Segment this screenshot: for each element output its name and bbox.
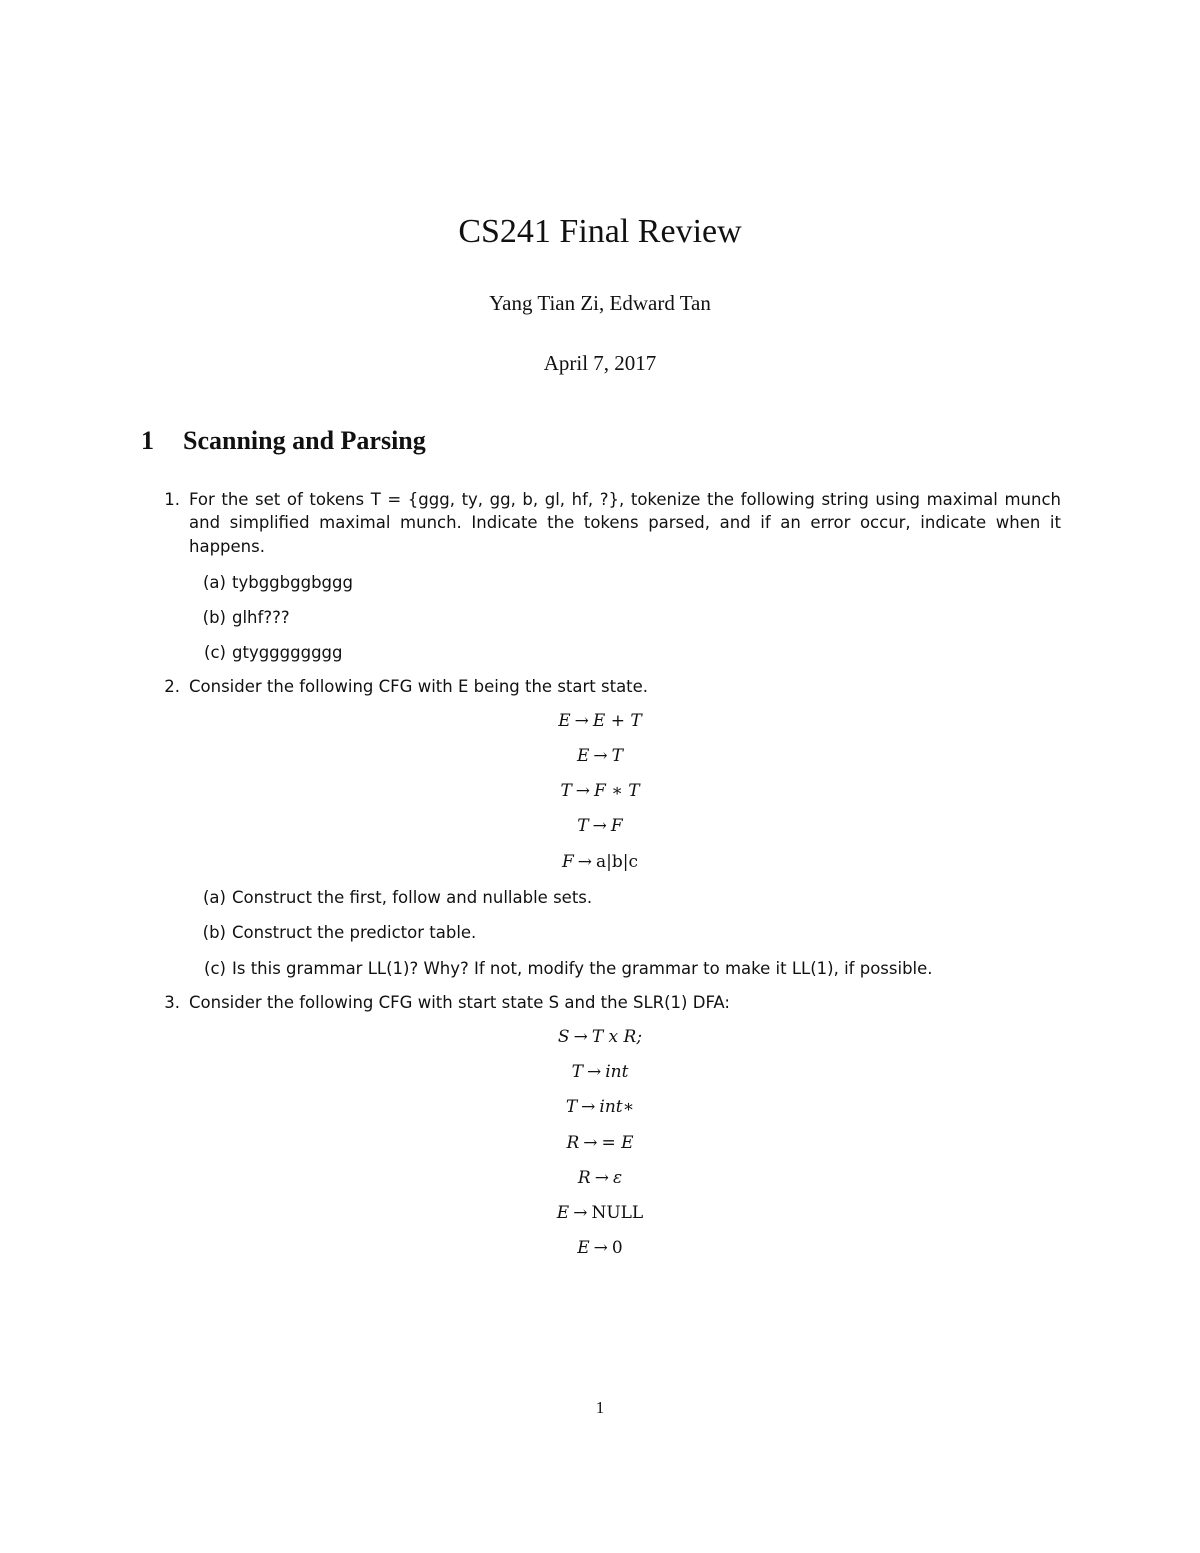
rule-arrow: → [574,711,589,731]
grammar-rule [0,1167,1200,1189]
rule-lhs: R [577,1168,591,1188]
grammar-rule [0,1237,1200,1259]
rule-arrow: → [573,1203,588,1223]
rule-rhs: T [611,746,623,766]
grammar-rule [0,780,1200,802]
rule-lhs: E [558,711,571,731]
question-1-line-1: For the set of tokens T = {ggg, ty, gg, b, gl, hf, ?}, tokenize the following string using maximal munch [189,490,1061,509]
rule-rhs: NULL [591,1203,644,1223]
rule-arrow: → [575,781,591,801]
question-1-part-b-text: glhf??? [232,608,290,627]
question-1-part-c-text: gtygggggggg [232,643,343,662]
rule-lhs: S [557,1027,570,1047]
rule-rhs: T x R; [591,1027,643,1047]
rule-arrow: → [593,746,608,766]
question-2-number: 2. [164,677,180,696]
date: April 7, 2017 [543,351,657,375]
rule-rhs: a|b|c [596,852,639,872]
question-2-part-b-label: (b) [202,923,226,942]
rule-lhs: R [566,1133,580,1153]
rule-rhs: F [610,816,623,836]
rule-rhs: ε [612,1168,623,1188]
question-2-part-c-label: (c) [204,959,226,978]
grammar-rule [0,1026,1200,1048]
grammar-rule [0,1061,1200,1083]
rule-arrow: → [593,1238,608,1258]
question-2-text: Consider the following CFG with E being the start state. [189,677,649,696]
section-title: Scanning and Parsing [183,426,426,455]
page-title: CS241 Final Review [458,213,742,250]
grammar-rule [0,1202,1200,1224]
question-1-line-2: and simplified maximal munch. Indicate the tokens parsed, and if an error occur, indicate when it [189,513,1061,532]
rule-arrow: → [581,1097,596,1117]
rule-arrow: → [577,852,593,872]
rule-lhs: T [565,1097,578,1117]
rule-rhs: E + T [592,711,642,731]
rule-lhs: T [571,1062,583,1082]
question-1-part-a-text: tybggbggbggg [232,573,353,592]
rule-rhs: = E [601,1133,634,1153]
section-number: 1 [141,426,154,455]
question-2-part-c-text: Is this grammar LL(1)? Why? If not, modify the grammar to make it LL(1), if possible. [232,959,933,978]
rule-lhs: T [560,781,572,801]
question-2-part-a-label: (a) [203,888,226,907]
question-1-line-3: happens. [189,537,265,556]
question-3-number: 3. [164,993,180,1012]
question-1-number: 1. [164,490,180,509]
grammar-rule [0,745,1200,767]
grammar-rule [0,851,1200,873]
rule-lhs: F [561,852,574,872]
rule-arrow: → [583,1133,598,1153]
grammar-rule [0,1132,1200,1154]
rule-arrow: → [592,816,607,836]
authors: Yang Tian Zi, Edward Tan [489,291,711,315]
rule-lhs: T [577,816,589,836]
rule-lhs: E [556,1203,570,1223]
rule-arrow: → [573,1027,588,1047]
rule-arrow: → [594,1168,609,1188]
question-1-part-c-label: (c) [204,643,226,662]
page-number: 1 [595,1398,605,1417]
rule-rhs: F ∗ T [594,781,640,801]
rule-rhs: 0 [611,1238,623,1258]
grammar-rule [0,815,1200,837]
rule-lhs: E [577,1238,590,1258]
question-2-part-a-text: Construct the first, follow and nullable sets. [232,888,593,907]
question-2-part-b-text: Construct the predictor table. [232,923,477,942]
rule-lhs: E [576,746,590,766]
question-3-text: Consider the following CFG with start state S and the SLR(1) DFA: [189,993,730,1012]
question-1-part-a-label: (a) [203,573,226,592]
rule-rhs: int [605,1062,629,1082]
grammar-rule [0,1096,1200,1118]
rule-arrow: → [586,1062,602,1082]
rule-rhs: int∗ [599,1097,635,1117]
question-1-part-b-label: (b) [202,608,226,627]
grammar-rule [0,710,1200,732]
